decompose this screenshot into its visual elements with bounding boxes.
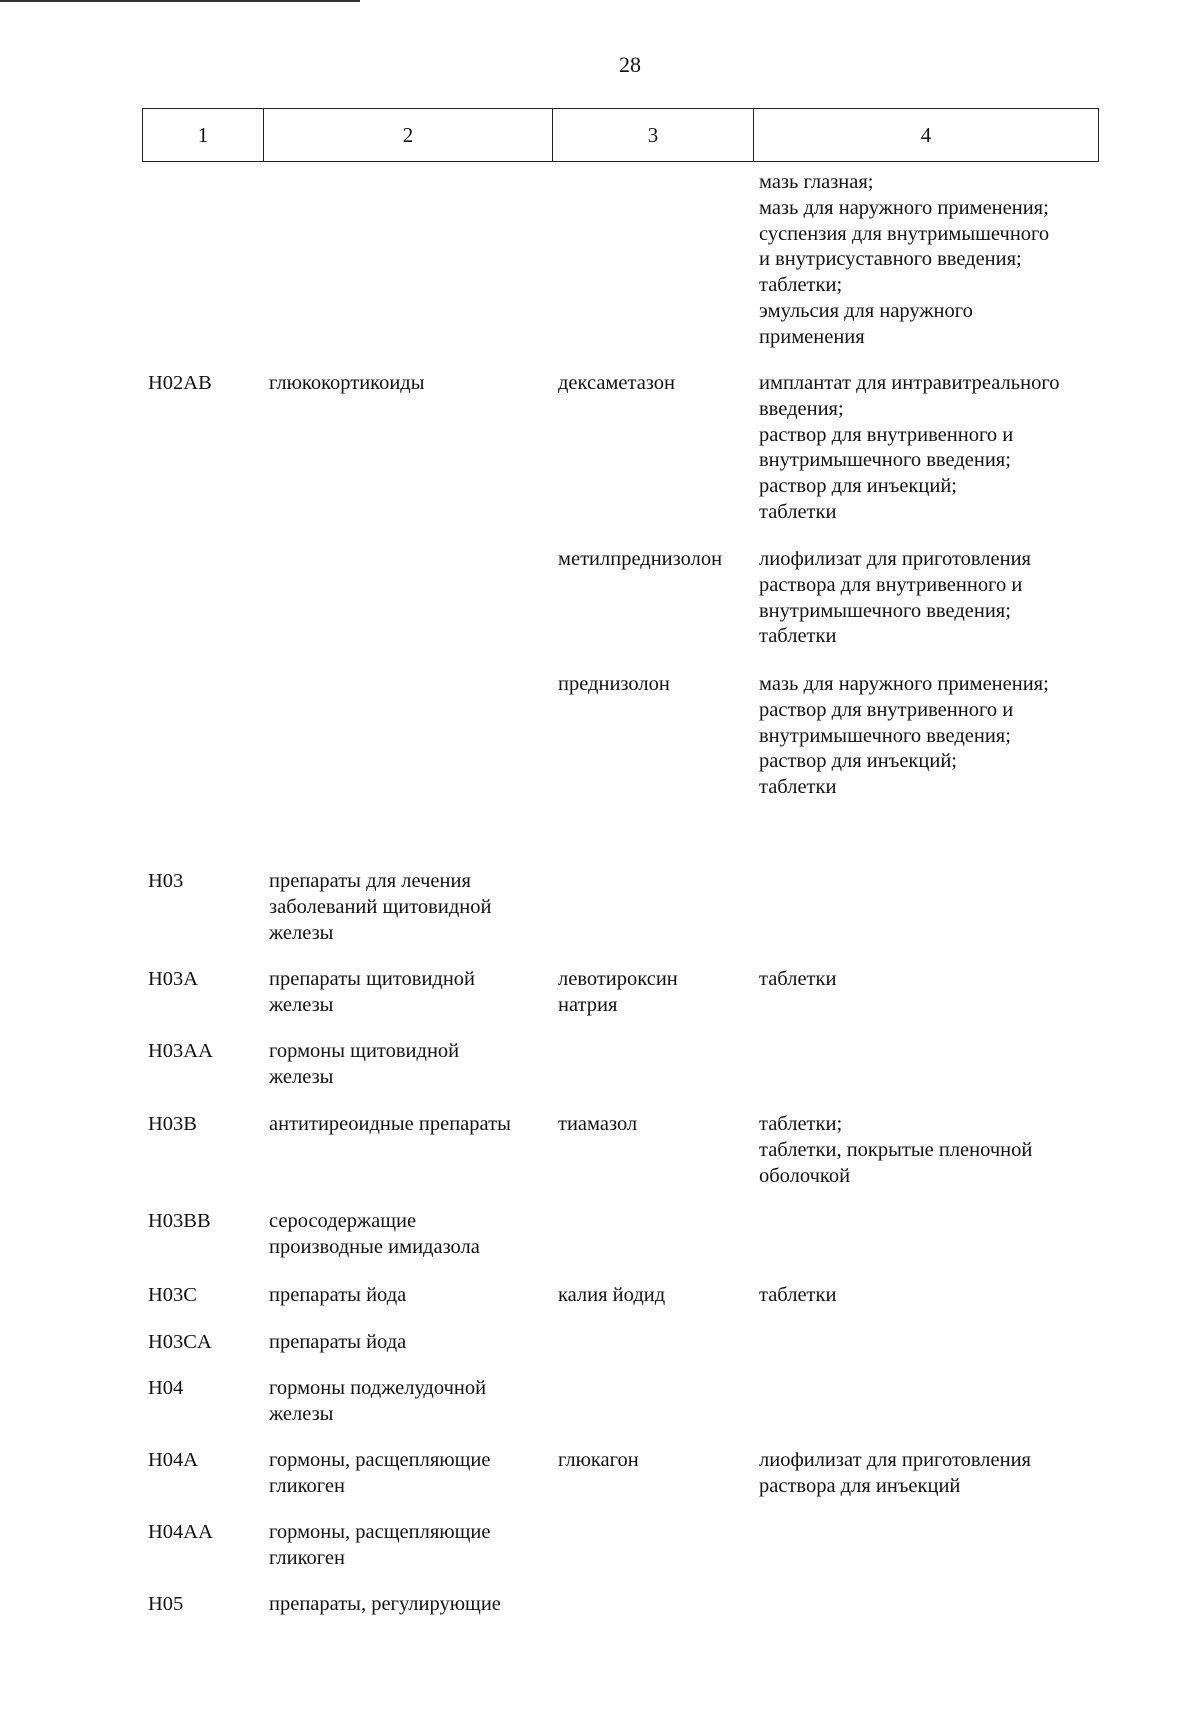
atc-code: H03 (148, 870, 184, 892)
dosage-forms: имплантат для интравитреального введения; раствор для внутривенного и внутримышечного введения; раствор для инъекций; таблетки (759, 372, 1060, 523)
atc-group: препараты щитовидной железы (269, 968, 476, 1016)
drug-name: левотироксин натрия (558, 968, 678, 1016)
column-header-table (142, 108, 1099, 162)
atc-group: гормоны щитовидной железы (269, 1040, 460, 1088)
atc-code: H03B (148, 1113, 197, 1135)
atc-code: H05 (148, 1593, 184, 1615)
atc-code: H04A (148, 1449, 199, 1471)
drug-name: глюкагон (558, 1449, 639, 1471)
dosage-forms: таблетки; таблетки, покрытые пленочной оболочкой (759, 1113, 1033, 1187)
atc-code: H03BB (148, 1210, 211, 1232)
atc-group: препараты, регулирующие (269, 1593, 501, 1615)
atc-code: H04AA (148, 1521, 213, 1543)
column-header-4: 4 (754, 109, 1099, 162)
atc-group: препараты йода (269, 1284, 407, 1306)
dosage-forms: таблетки (759, 968, 837, 990)
atc-group: гормоны поджелудочной железы (269, 1377, 487, 1425)
atc-group: антитиреоидные препараты (269, 1113, 511, 1135)
dosage-forms: мазь глазная; мазь для наружного применения; суспензия для внутримышечного и внутрисуставного введения; таблетки; эмульсия для наружного применения (759, 171, 1050, 348)
drug-name: дексаметазон (558, 372, 676, 394)
atc-group: серосодержащие производные имидазола (269, 1210, 480, 1258)
scan-edge-line (0, 0, 360, 2)
page-number: 28 (619, 52, 641, 77)
atc-group: гормоны, расщепляющие гликоген (269, 1449, 491, 1497)
atc-group: глюкокортикоиды (269, 372, 425, 394)
drug-name: калия йодид (558, 1284, 666, 1306)
drug-name: преднизолон (558, 673, 670, 695)
dosage-forms: лиофилизат для приготовления раствора для инъекций (759, 1449, 1031, 1497)
atc-group: препараты йода (269, 1331, 407, 1353)
atc-code: H04 (148, 1377, 184, 1399)
drug-name: тиамазол (558, 1113, 638, 1135)
atc-code: H02AB (148, 372, 212, 394)
atc-group: гормоны, расщепляющие гликоген (269, 1521, 491, 1569)
dosage-forms: мазь для наружного применения; раствор для внутривенного и внутримышечного введения; раствор для инъекций; таблетки (759, 673, 1049, 799)
column-header-3: 3 (553, 109, 754, 162)
atc-code: H03AA (148, 1040, 213, 1062)
column-header-row (143, 109, 1099, 162)
dosage-forms: лиофилизат для приготовления раствора для внутривенного и внутримышечного введения; таблетки (759, 548, 1031, 648)
drug-name: метилпреднизолон (558, 548, 723, 570)
column-header-1: 1 (143, 109, 264, 162)
atc-code: H03CA (148, 1331, 212, 1353)
atc-code: H03A (148, 968, 199, 990)
dosage-forms: таблетки (759, 1284, 837, 1306)
atc-code: H03C (148, 1284, 197, 1306)
column-header-2: 2 (264, 109, 553, 162)
atc-group: препараты для лечения заболеваний щитовидной железы (269, 870, 492, 944)
